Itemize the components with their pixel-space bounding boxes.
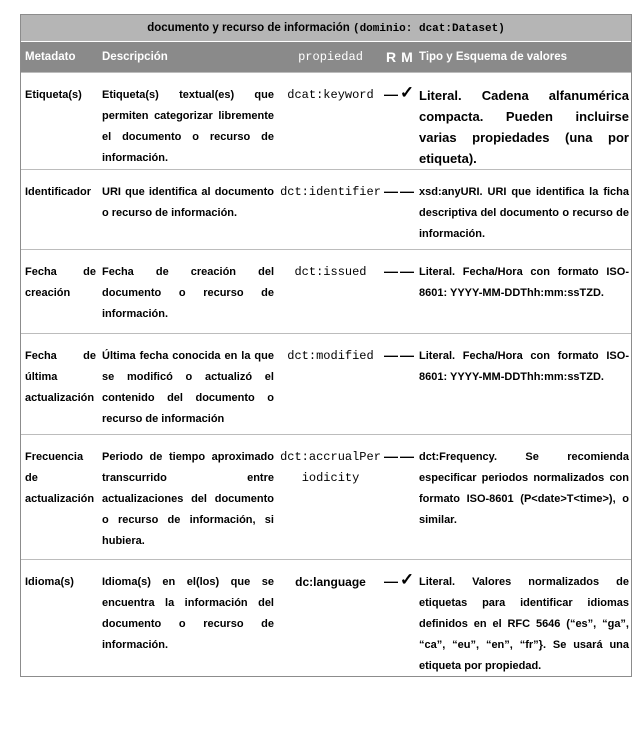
cell-descripcion: URI que identifica al documento o recurso de información. <box>102 186 274 219</box>
cell-descripcion: Idioma(s) en el(los) que se encuentra la información del documento o recurso de información. <box>102 576 274 651</box>
cell-m: — <box>400 263 414 279</box>
cell-metadato: Etiqueta(s) <box>25 89 82 101</box>
cell-r: — <box>384 448 398 464</box>
cell-tipo: Literal. Fecha/Hora con formato ISO-8601: YYYY-MM-DDThh:mm:ssTZD. <box>419 266 629 299</box>
cell-descripcion: Fecha de creación del documento o recurso de información. <box>102 266 274 320</box>
cell-descripcion: Etiqueta(s) textual(es) que permiten categorizar libremente el documento o recurso de información. <box>102 89 274 164</box>
cell-tipo: dct:Frequency. Se recomienda especificar periodos normalizados con formato ISO-8601 (P<date>T<time>), o similar. <box>419 451 629 526</box>
cell-propiedad: dcat:keyword <box>287 88 374 102</box>
table-title-domain: (dominio: dcat:Dataset) <box>352 23 505 35</box>
cell-tipo: Literal. Cadena alfanumérica compacta. Pueden incluirse varias propiedades (una por etiqueta). <box>419 88 629 166</box>
cell-r: — <box>384 263 398 279</box>
cell-metadato: Identificador <box>25 186 92 198</box>
table-row <box>21 559 631 676</box>
cell-m: — <box>400 347 414 363</box>
cell-propiedad: dct:modified <box>287 349 374 363</box>
cell-metadato: Fecha de última actualización <box>25 350 96 404</box>
table-title-text: documento y recurso de información <box>147 22 350 34</box>
cell-tipo: Literal. Fecha/Hora con formato ISO-8601: YYYY-MM-DDThh:mm:ssTZD. <box>419 350 629 383</box>
metadata-table <box>20 14 632 677</box>
table-row <box>21 72 631 169</box>
header-m: M <box>401 49 413 65</box>
cell-propiedad: dc:language <box>295 575 366 589</box>
cell-propiedad: dct:accrualPeriodicity <box>280 450 381 485</box>
cell-propiedad: dct:issued <box>294 265 367 279</box>
cell-tipo: xsd:anyURI. URI que identifica la ficha descriptiva del documento o recurso de información. <box>419 186 629 240</box>
cell-tipo: Literal. Valores normalizados de etiquetas para identificar idiomas definidos en el RFC 5646 (“es”, “ga”, “ca”, “eu”, “en”, “fr”}. Se usará una etiqueta por propiedad. <box>419 576 629 672</box>
header-metadato: Metadato <box>25 51 76 63</box>
table-row <box>21 333 631 434</box>
header-propiedad: propiedad <box>298 49 363 64</box>
cell-m: — <box>400 183 414 199</box>
cell-r: — <box>384 183 398 199</box>
header-r: R <box>385 49 397 65</box>
table-row <box>21 434 631 559</box>
cell-metadato: Frecuencia de actualización <box>25 451 95 505</box>
cell-r: — <box>384 573 398 589</box>
check-icon: ✓ <box>399 83 415 102</box>
cell-metadato: Fecha de creación <box>25 266 96 299</box>
table-row <box>21 249 631 333</box>
check-icon: ✓ <box>399 570 415 589</box>
cell-r: — <box>384 347 398 363</box>
cell-propiedad: dct:identifier <box>280 185 381 199</box>
cell-r: — <box>384 86 398 102</box>
table-title <box>21 15 631 42</box>
cell-metadato: Idioma(s) <box>25 576 74 588</box>
header-tipo: Tipo y Esquema de valores <box>419 51 568 63</box>
table-row <box>21 169 631 249</box>
header-descripcion: Descripción <box>102 51 168 63</box>
cell-descripcion: Última fecha conocida en la que se modificó o actualizó el contenido del documento o recurso de información <box>102 350 274 425</box>
cell-m: — <box>400 448 414 464</box>
table-header-row <box>21 42 631 72</box>
cell-descripcion: Periodo de tiempo aproximado transcurrido entre actualizaciones del documento o recurso de información, si hubiera. <box>102 451 274 547</box>
